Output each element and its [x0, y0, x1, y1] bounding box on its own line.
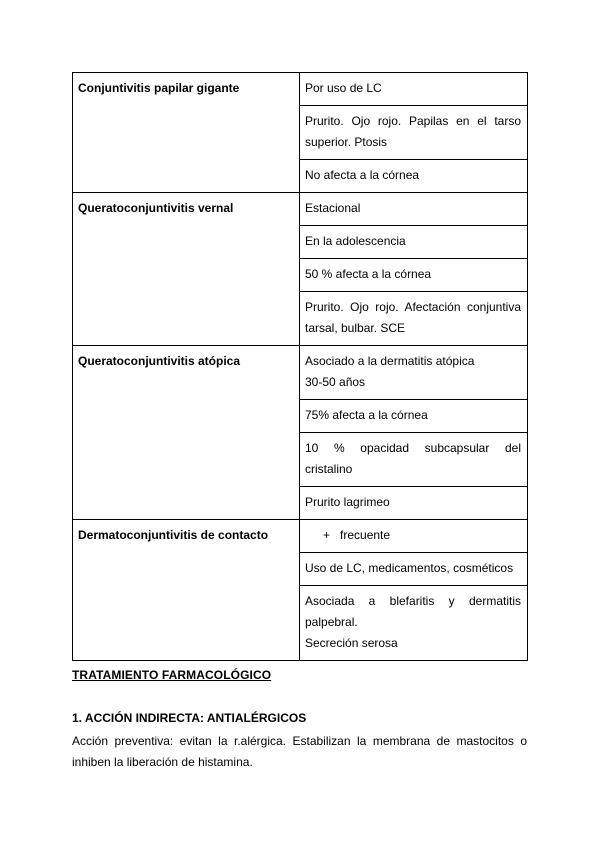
condition-cell: Dermatoconjuntivitis de contacto — [73, 520, 300, 661]
feature-cell: Uso de LC, medicamentos, cosméticos — [300, 553, 528, 586]
feature-cell: 50 % afecta a la córnea — [300, 259, 528, 292]
feature-line: + frecuente — [323, 528, 391, 542]
feature-cell: Prurito. Ojo rojo. Papilas en el tarso superior. Ptosis — [300, 106, 528, 160]
condition-cell: Conjuntivitis papilar gigante — [73, 73, 300, 193]
condition-cell: Queratoconjuntivitis atópica — [73, 346, 300, 520]
feature-cell: Prurito. Ojo rojo. Afectación conjuntiva tarsal, bulbar. SCE — [300, 292, 528, 346]
feature-cell: Prurito lagrimeo — [300, 487, 528, 520]
feature-cell: 10 % opacidad subcapsular del cristalino — [300, 433, 528, 487]
feature-cell: En la adolescencia — [300, 226, 528, 259]
feature-line: Secreción serosa — [305, 636, 398, 650]
feature-cell: Por uso de LC — [300, 73, 528, 106]
body-paragraph: Acción preventiva: evitan la r.alérgica. Estabilizan la membrana de mastocitos o inhiben la liberación de histamina. — [72, 734, 527, 769]
conjunctivitis-table — [72, 72, 528, 661]
feature-cell — [300, 520, 528, 553]
condition-cell: Queratoconjuntivitis vernal — [73, 193, 300, 346]
table-row — [73, 73, 528, 106]
feature-line: Asociado a la dermatitis atópica — [305, 354, 475, 368]
feature-cell — [300, 346, 528, 400]
feature-cell — [300, 586, 528, 661]
feature-line: 30-50 años — [305, 375, 366, 389]
feature-cell: 75% afecta a la córnea — [300, 400, 528, 433]
table-row — [73, 193, 528, 226]
table-row — [73, 520, 528, 553]
section-title: TRATAMIENTO FARMACOLÓGICO — [72, 668, 272, 682]
feature-cell: Estacional — [300, 193, 528, 226]
feature-cell: No afecta a la córnea — [300, 160, 528, 193]
table-row — [73, 346, 528, 400]
subsection-title: 1. ACCIÓN INDIRECTA: ANTIALÉRGICOS — [72, 711, 307, 725]
feature-line: Asociada a blefaritis y dermatitis palpebral. — [305, 594, 521, 629]
